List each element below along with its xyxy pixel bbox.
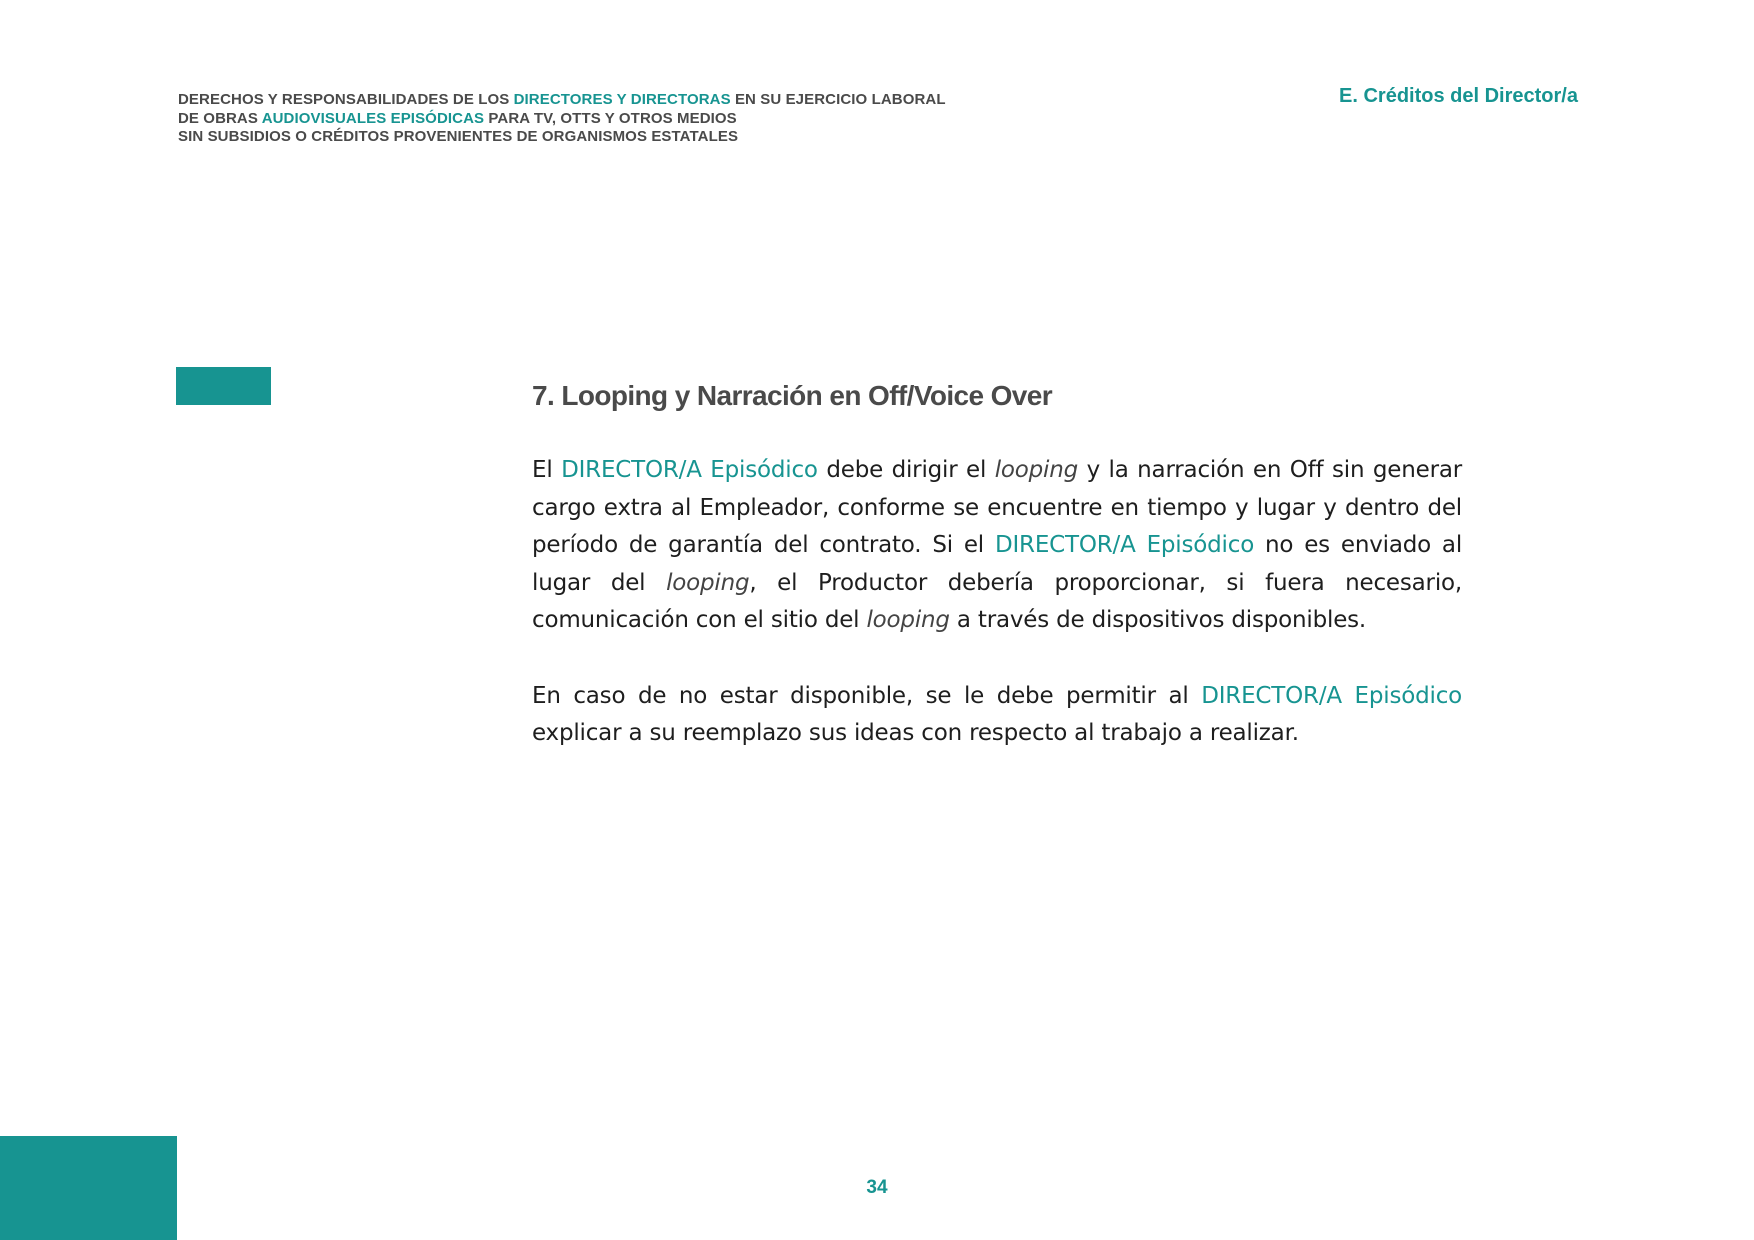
header-line-2: DE OBRAS AUDIOVISUALES EPISÓDICAS PARA TV, OTTS Y OTROS MEDIOS: [178, 109, 737, 127]
paragraph-2: En caso de no estar disponible, se le debe permitir al DIRECTOR/A Episódico explicar a su reemplazo sus ideas con respecto al trabajo a realizar.: [532, 682, 1463, 747]
italic-looping: looping: [866, 607, 950, 634]
header-highlight-directores: DIRECTORES Y DIRECTORAS: [513, 91, 731, 108]
page-number: 34: [866, 1177, 888, 1198]
highlight-director-episodico: DIRECTOR/A Episódico: [994, 532, 1255, 559]
header-highlight-audiovisuales: AUDIOVISUALES EPISÓDICAS: [261, 109, 485, 127]
section-title: 7. Looping y Narración en Off/Voice Over: [532, 380, 1053, 411]
section-marker-block: [176, 367, 271, 405]
header-line-3: SIN SUBSIDIOS O CRÉDITOS PROVENIENTES DE ORGANISMOS ESTATALES: [178, 128, 739, 145]
document-running-header: [178, 91, 946, 147]
paragraph-1: El DIRECTOR/A Episódico debe dirigir el looping y la narración en Off sin generar cargo extra al Empleador, conforme se encuentre en tiempo y lugar y dentro del período de garantía del contrato. Si el DIRECTOR/A Episódico no es enviado al lugar del looping, el Productor debería proporcionar, si fuera necesario, comunicación con el sitio del looping a través de dispositivos disponibles.: [532, 457, 1463, 634]
header-line-1: DERECHOS Y RESPONSABILIDADES DE LOS DIRECTORES Y DIRECTORAS EN SU EJERCICIO LABORAL: [178, 91, 946, 108]
highlight-director-episodico: DIRECTOR/A Episódico: [1201, 682, 1463, 709]
italic-looping: looping: [994, 457, 1079, 483]
highlight-director-episodico: DIRECTOR/A Episódico: [561, 457, 818, 483]
chapter-label: E. Créditos del Director/a: [1339, 85, 1578, 107]
body-text: [532, 452, 1462, 790]
italic-looping: looping: [666, 569, 750, 596]
